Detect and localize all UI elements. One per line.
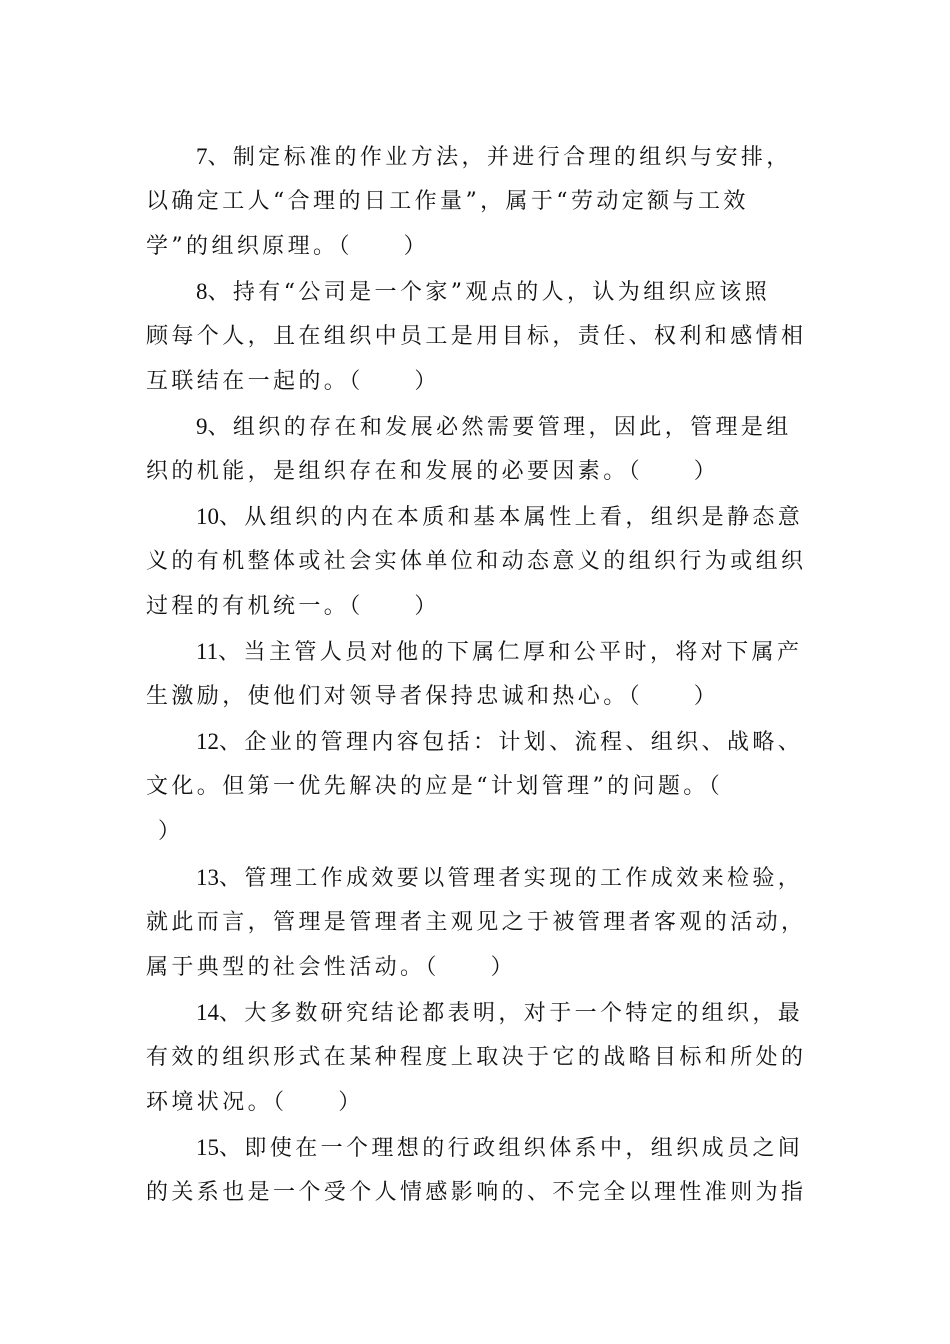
question-line: 12、企业的管理内容包括：计划、流程、组织、战略、	[196, 729, 804, 755]
question-line: 11、当主管人员对他的下属仁厚和公平时，将对下属产	[196, 639, 803, 665]
question-line: 以确定工人“合理的日工作量”，属于“劳动定额与工效	[146, 189, 749, 214]
question-7	[146, 134, 810, 269]
question-line: 10、从组织的内在本质和基本属性上看，组织是静态意	[196, 504, 804, 530]
question-number: 8	[196, 279, 208, 304]
question-number: 12	[196, 729, 219, 754]
question-number: 14	[196, 1000, 219, 1025]
question-line: 的关系也是一个受个人情感影响的、不完全以理性准则为指	[146, 1180, 807, 1205]
question-13	[146, 855, 810, 990]
question-11	[146, 629, 810, 719]
question-line: 有效的组织形式在某种程度上取决于它的战略目标和所处的	[146, 1045, 807, 1070]
document-page	[146, 134, 810, 1215]
question-line: 14、大多数研究结论都表明，对于一个特定的组织，最	[196, 1000, 804, 1026]
question-line: 9、组织的存在和发展必然需要管理，因此，管理是组	[196, 414, 792, 440]
question-number: 9	[196, 414, 208, 439]
question-10	[146, 494, 810, 629]
question-line: ）	[158, 819, 184, 844]
question-15	[146, 1125, 810, 1215]
question-line: 13、管理工作成效要以管理者实现的工作成效来检验，	[196, 865, 804, 891]
question-line: 生激励，使他们对领导者保持忠诚和热心。（ ）	[146, 684, 720, 709]
question-number: 10	[196, 504, 219, 529]
question-14	[146, 990, 810, 1125]
question-line: 互联结在一起的。（ ）	[146, 369, 440, 394]
question-number: 11	[196, 639, 219, 664]
question-line: 学”的组织原理。（ ）	[146, 234, 430, 259]
question-line: 义的有机整体或社会实体单位和动态意义的组织行为或组织	[146, 549, 807, 574]
question-line: 7、制定标准的作业方法，并进行合理的组织与安排，	[196, 144, 792, 170]
question-number: 7	[196, 144, 208, 169]
question-line: 文化。但第一优先解决的应是“计划管理”的问题。（	[146, 774, 724, 799]
question-line: 8、持有“公司是一个家”观点的人，认为组织应该照	[196, 279, 771, 305]
question-line: 环境状况。（ ）	[146, 1090, 364, 1115]
question-number: 15	[196, 1135, 219, 1160]
question-8	[146, 269, 810, 404]
question-line: 15、即使在一个理想的行政组织体系中，组织成员之间	[196, 1135, 804, 1161]
question-line: 顾每个人，且在组织中员工是用目标，责任、权利和感情相	[146, 324, 807, 349]
question-line: 就此而言，管理是管理者主观见之于被管理者客观的活动，	[146, 910, 807, 935]
question-12	[146, 719, 810, 855]
question-line: 过程的有机统一。（ ）	[146, 594, 440, 619]
question-9	[146, 404, 810, 494]
question-line: 属于典型的社会性活动。（ ）	[146, 955, 517, 980]
question-number: 13	[196, 865, 219, 890]
question-line: 织的机能，是组织存在和发展的必要因素。（ ）	[146, 459, 720, 484]
